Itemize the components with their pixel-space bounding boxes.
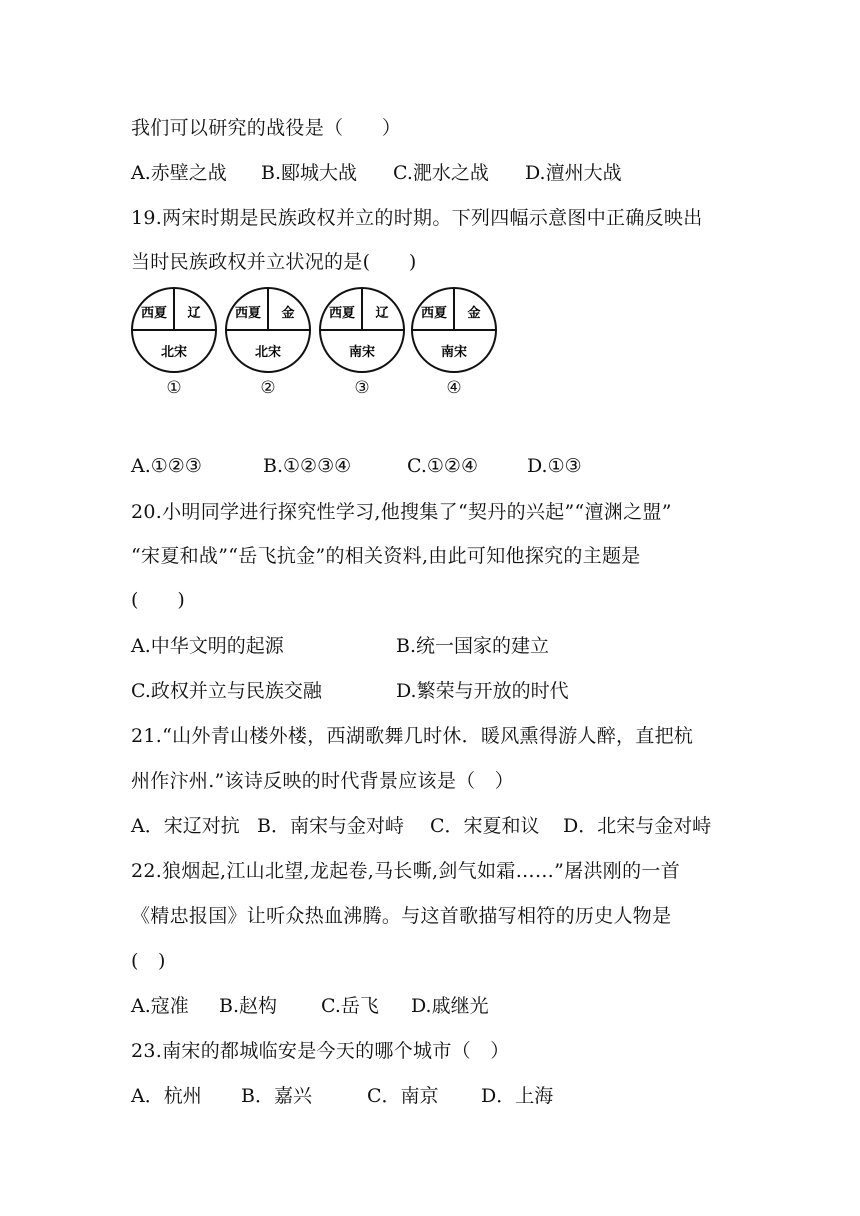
q19-diagram-3: [318, 286, 406, 398]
diagram-label-bottom: 南宋: [348, 345, 376, 360]
q22-option-b[interactable]: B.赵构: [219, 995, 278, 1017]
q21-stem-line1: 21.“山外青山楼外楼，西湖歌舞几时休．暖风熏得游人醉，直把杭: [131, 725, 694, 747]
q20-option-d[interactable]: D.繁荣与开放的时代: [396, 680, 569, 702]
q19-diagram-4: [410, 286, 498, 398]
diagram-number: ④: [446, 378, 462, 398]
diagram-number: ③: [354, 378, 370, 398]
q21-option-d[interactable]: D．北宋与金对峙: [563, 815, 712, 837]
q19-diagram-circle-3: [318, 286, 406, 374]
q19-diagram-1: [130, 286, 218, 398]
q20-stem-line3: ( ): [131, 589, 186, 611]
q19-diagram-circle-4: [410, 286, 498, 374]
q19-stem-line2: 当时民族政权并立状况的是( ): [131, 251, 417, 273]
diagram-label-top-left: 西夏: [328, 306, 356, 321]
diagram-label-top-left: 西夏: [234, 306, 262, 321]
diagram-label-bottom: 南宋: [440, 345, 468, 360]
diagram-label-top-right: 辽: [375, 306, 389, 321]
q21-option-a[interactable]: A．宋辽对抗: [131, 815, 240, 837]
q19-option-a[interactable]: A.①②③: [131, 455, 202, 477]
q20-option-c[interactable]: C.政权并立与民族交融: [131, 680, 322, 702]
q23-stem: 23.南宋的都城临安是今天的哪个城市（ ）: [131, 1040, 510, 1062]
q20-option-b[interactable]: B.统一国家的建立: [396, 635, 550, 657]
diagram-label-bottom: 北宋: [160, 345, 188, 360]
q22-option-d[interactable]: D.戚继光: [411, 995, 489, 1017]
q23-option-d[interactable]: D．上海: [481, 1085, 554, 1107]
q19-option-c[interactable]: C.①②④: [407, 455, 478, 477]
q18-option-c[interactable]: C.淝水之战: [393, 162, 489, 184]
diagram-label-top-left: 西夏: [420, 306, 448, 321]
q22-option-a[interactable]: A.寇准: [131, 995, 189, 1017]
q20-option-a[interactable]: A.中华文明的起源: [131, 635, 284, 657]
q22-option-c[interactable]: C.岳飞: [321, 995, 379, 1017]
diagram-number: ①: [166, 378, 182, 398]
diagram-label-top-left: 西夏: [140, 306, 168, 321]
q20-stem-line1: 20.小明同学进行探究性学习,他搜集了“契丹的兴起”“澶渊之盟”: [131, 501, 672, 523]
diagram-label-top-right: 金: [467, 306, 481, 321]
q19-diagram-circle-1: [130, 286, 218, 374]
q19-diagram-2: [224, 286, 312, 398]
q20-stem-line2: “宋夏和战”“岳飞抗金”的相关资料,由此可知他探究的主题是: [131, 545, 641, 567]
q21-option-b[interactable]: B．南宋与金对峙: [257, 815, 404, 837]
q23-option-c[interactable]: C．南京: [367, 1085, 439, 1107]
diagram-label-top-right: 金: [281, 306, 295, 321]
diagram-number: ②: [260, 378, 276, 398]
q22-stem-line1: 22.狼烟起,江山北望,龙起卷,马长嘶,剑气如霜……”屠洪刚的一首: [131, 860, 680, 882]
q18-option-d[interactable]: D.澶州大战: [525, 162, 622, 184]
q21-stem-line2: 州作汴州.”该诗反映的时代背景应该是（ ）: [131, 770, 515, 792]
q19-diagram-circle-2: [224, 286, 312, 374]
q18-stem: 我们可以研究的战役是（ ）: [131, 117, 402, 139]
diagram-label-bottom: 北宋: [254, 345, 282, 360]
q19-option-b[interactable]: B.①②③④: [263, 455, 352, 477]
q23-option-a[interactable]: A．杭州: [131, 1085, 202, 1107]
q22-stem-line2: 《精忠报国》让听众热血沸腾。与这首歌描写相符的历史人物是: [131, 905, 672, 927]
q19-option-d[interactable]: D.①③: [527, 455, 582, 477]
q19-stem-line1: 19.两宋时期是民族政权并立的时期。下列四幅示意图中正确反映出: [131, 207, 703, 229]
diagram-label-top-right: 辽: [187, 306, 201, 321]
q18-option-b[interactable]: B.郾城大战: [261, 162, 358, 184]
q23-option-b[interactable]: B．嘉兴: [241, 1085, 312, 1107]
q18-option-a[interactable]: A.赤壁之战: [131, 162, 227, 184]
q21-option-c[interactable]: C．宋夏和议: [430, 815, 540, 837]
q22-stem-line3: ( ): [131, 950, 166, 972]
